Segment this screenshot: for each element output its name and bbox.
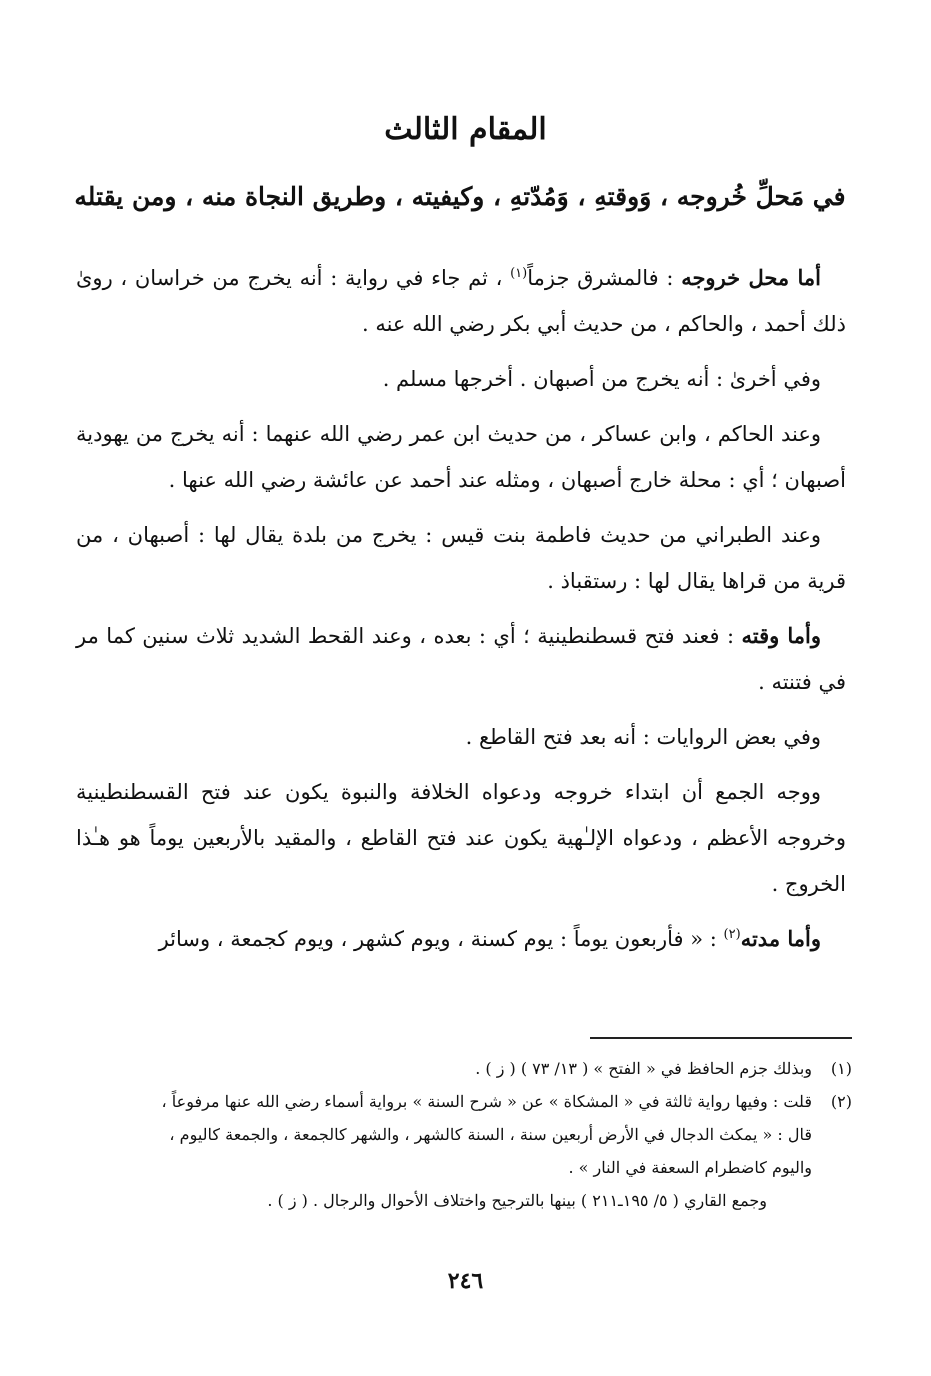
main-text <box>76 255 846 971</box>
footnote-2-line-2: قال : « يمكث الدجال في الأرض أربعين سنة ، السنة كالشهر ، والشهر كالجمعة ، والجمعة كاليوم ، <box>169 1125 812 1144</box>
paragraph-reconciliation <box>76 769 846 907</box>
footnote-2-line-3: واليوم كاضطرام السعفة في النار » . <box>568 1158 812 1177</box>
footnote-ref-2[interactable]: (٢) <box>723 927 741 942</box>
footnotes <box>80 1052 852 1217</box>
footnote-divider <box>590 1037 852 1039</box>
paragraph-text: وعند الطبراني من حديث فاطمة بنت قيس : يخرج من بلدة يقال لها : أصبهان ، من قرية من قراها يقال لها : رستقباذ . <box>76 523 846 593</box>
paragraph-text: : فعند فتح قسطنطينية ؛ أي : بعده ، وعند القحط الشديد ثلاث سنين كما مر في فتنته . <box>76 624 846 694</box>
paragraph-location <box>76 255 846 347</box>
section-title: المقام الثالث <box>384 112 547 147</box>
paragraph-text: : فالمشرق جزماً <box>527 266 682 290</box>
paragraph-text: وعند الحاكم ، وابن عساكر ، من حديث ابن عمر رضي الله عنهما : أنه يخرج من يهودية أصبهان ؛ أي : محلة خارج أصبهان ، ومثله عند أحمد عن عائشة رضي الله عنها . <box>76 422 846 492</box>
footnote-2 <box>80 1085 852 1118</box>
paragraph-duration <box>76 916 846 962</box>
section-subtitle: في مَحلِّ خُروجه ، وَوقتهِ ، وَمُدّتهِ ، وكيفيته ، وطريق النجاة منه ، ومن يقتله <box>74 182 846 211</box>
footnote-text: وبذلك جزم الحافظ في « الفتح » ( ١٣/ ٧٣ ) ( ز ) . <box>475 1059 812 1078</box>
footnote-number: (١) <box>830 1059 852 1078</box>
paragraph-time <box>76 613 846 705</box>
footnote-ref-1[interactable]: (١) <box>510 266 528 281</box>
paragraph-text: وفي أخرىٰ : أنه يخرج من أصبهان . أخرجها مسلم . <box>382 367 821 391</box>
footnote-text: قلت : وفيها رواية ثالثة في « المشكاة » عن « شرح السنة » برواية أسماء رضي الله عنها مرفوعاً ، <box>161 1092 812 1111</box>
paragraph-tabarani <box>76 512 846 604</box>
paragraph-lead: وأما مدته <box>740 926 821 951</box>
paragraph-text: ووجه الجمع أن ابتداء خروجه ودعواه الخلافة والنبوة يكون عند فتح القسطنطينية وخروجه الأعظم ، ودعواه الإلـٰهية يكون عند فتح القاطع ، والمقيد بالأربعين يوماً هو هـٰذا الخروج . <box>76 780 846 896</box>
page-number: ٢٤٦ <box>447 1268 484 1294</box>
footnote-1 <box>80 1052 852 1085</box>
paragraph-hakim <box>76 411 846 503</box>
paragraph-tail: ، ثم جاء في رواية : أنه يخرج من خراسان ، روىٰ ذلك أحمد ، والحاكم ، من حديث أبي بكر رضي الله عنه . <box>76 266 846 336</box>
paragraph-lead: وأما وقته <box>741 623 821 648</box>
paragraph-another-narration <box>76 356 846 402</box>
paragraph-tail: : « فأربعون يوماً : يوم كسنة ، ويوم كشهر ، ويوم كجمعة ، وسائر <box>158 927 724 951</box>
paragraph-some-narrations <box>76 714 846 760</box>
footnote-2-line-4: وجمع القاري ( ٥/ ١٩٥ـ٢١١ ) بينها بالترجيح واختلاف الأحوال والرجال . ( ز ) . <box>267 1191 767 1210</box>
paragraph-text: وفي بعض الروايات : أنه بعد فتح القاطع . <box>465 725 821 749</box>
paragraph-lead: أما محل خروجه <box>681 265 821 290</box>
footnote-number: (٢) <box>830 1092 852 1111</box>
